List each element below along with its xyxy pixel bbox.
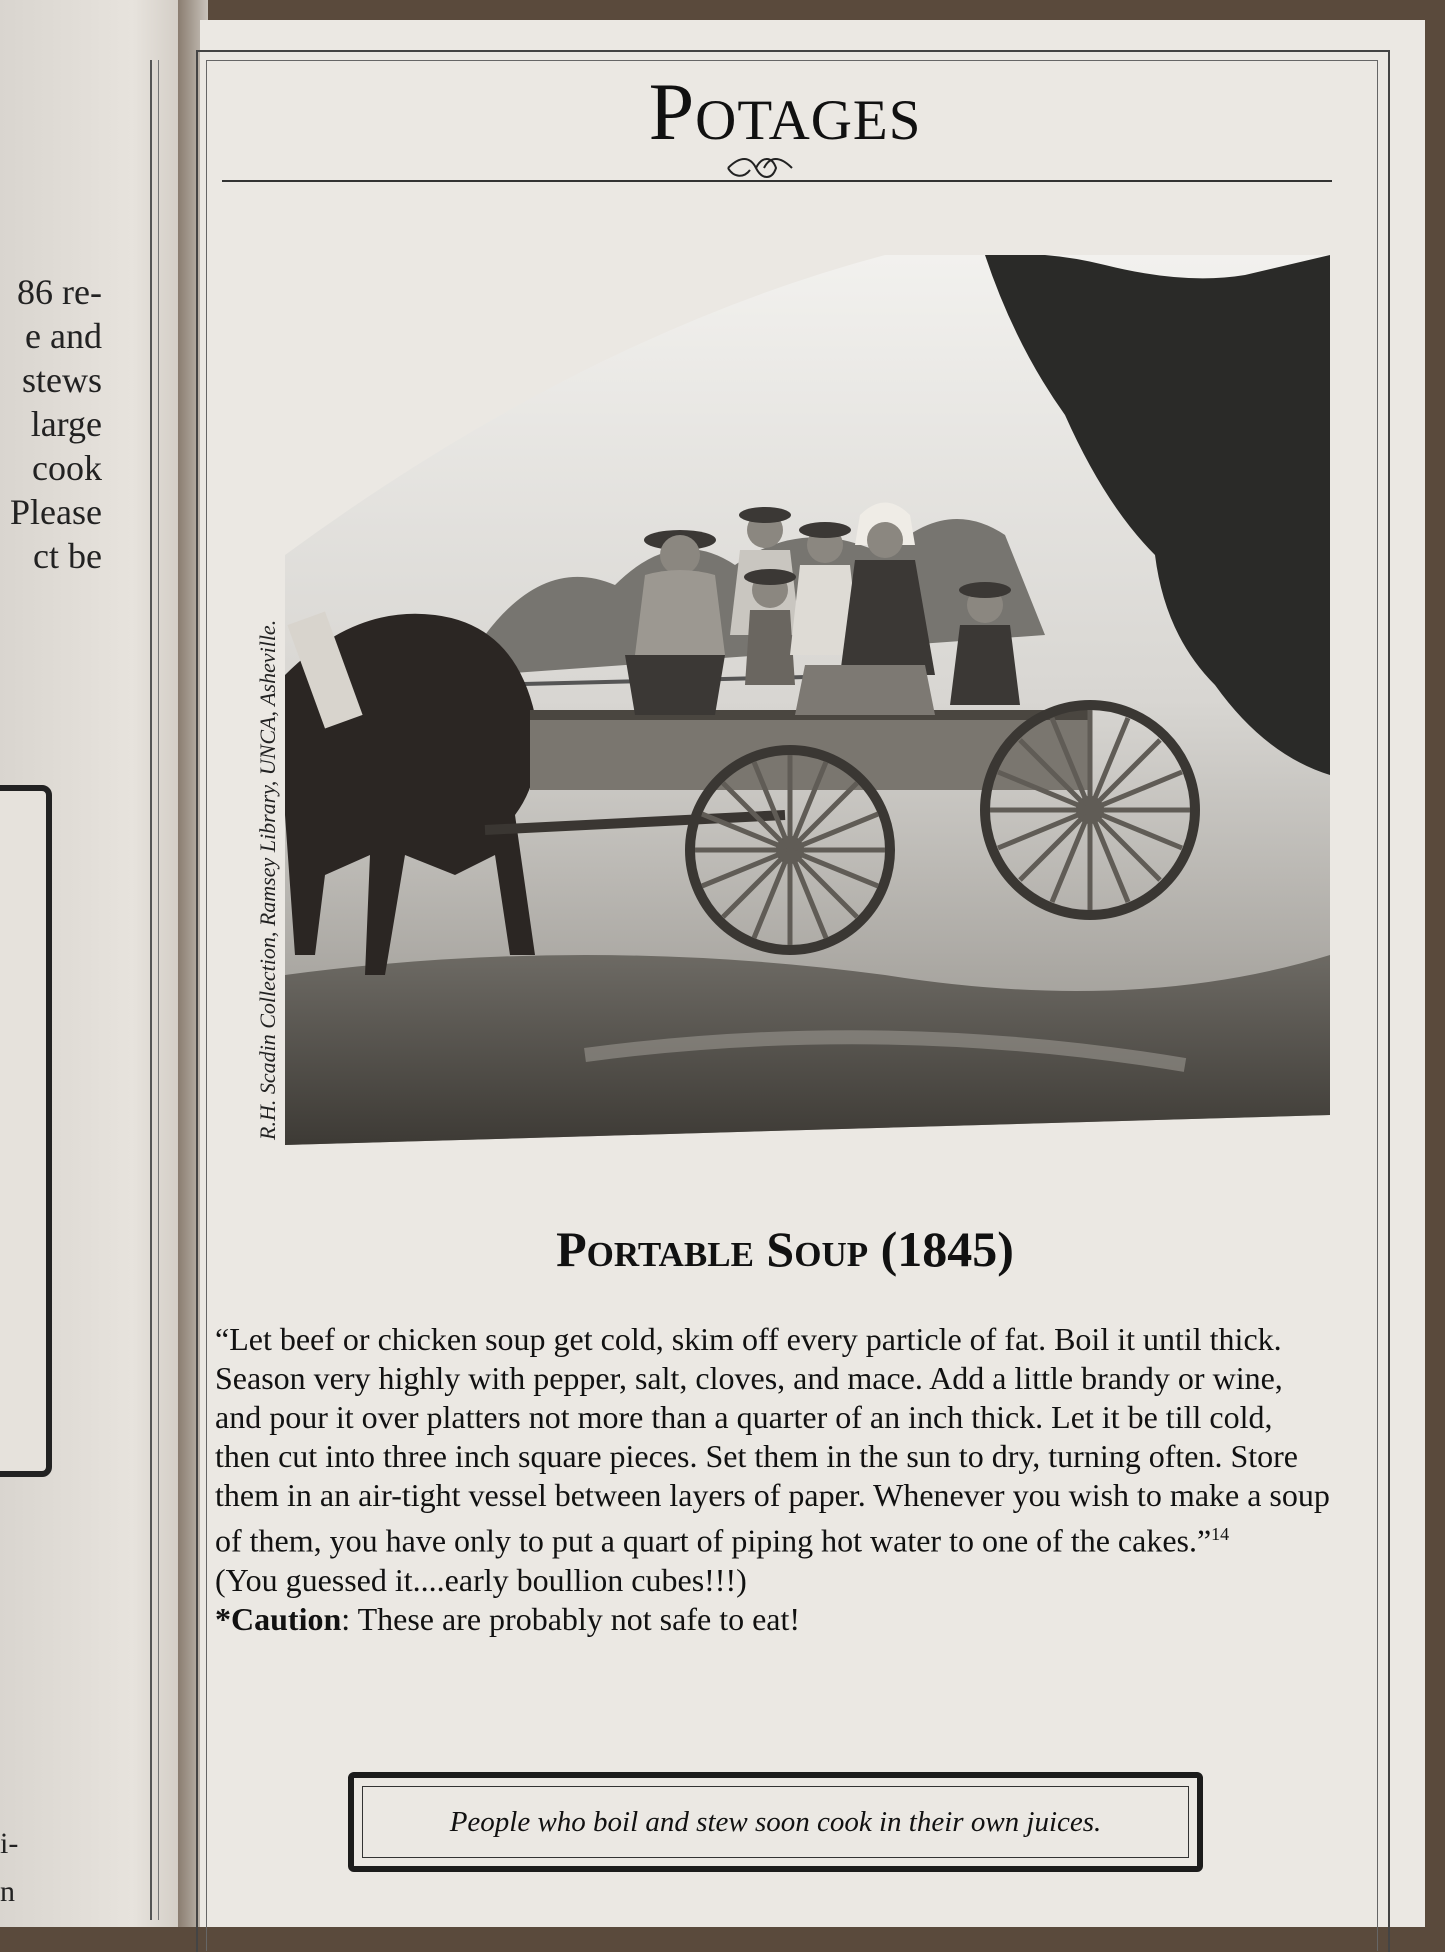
- previous-page-line: cook: [32, 448, 102, 488]
- quote-text: People who boil and stew soon cook in their own juices.: [362, 1786, 1189, 1858]
- previous-page: [0, 0, 190, 1927]
- recipe-text: “Let beef or chicken soup get cold, skim off every particle of fat. Boil it until thick. Season very highly with pepper, salt, cloves, and mace. Add a little brandy or wine, and pour it over platters not more than a quarter of an inch thick. Let it be till cold, then cut into three inch square pieces. Set them in the sun to dry, turning often. Store them in an air-tight vessel between layers of paper. Whenever you wish to make a soup of them, you have only to put a quart of piping hot water to one of the cakes.”: [215, 1321, 1330, 1559]
- recipe-body: [215, 1320, 1335, 1639]
- section-title: Potages: [648, 66, 922, 157]
- quote-box: [348, 1772, 1203, 1872]
- book-page: [200, 20, 1425, 1927]
- previous-page-line: stews: [22, 360, 102, 400]
- previous-page-line: 86 re-: [17, 272, 102, 312]
- previous-page-line: e and: [25, 316, 102, 356]
- recipe-caution: [215, 1600, 1335, 1639]
- previous-page-bottom-text: [0, 1820, 40, 1916]
- previous-page-line: i-: [0, 1827, 19, 1860]
- previous-page-line: ct be: [33, 536, 102, 576]
- caution-text: : These are probably not safe to eat!: [341, 1600, 801, 1637]
- previous-page-line: Please: [10, 492, 102, 532]
- recipe-title: Portable Soup (1845): [556, 1221, 1014, 1277]
- flourish-ornament-icon: [720, 148, 800, 188]
- caution-label: *Caution: [215, 1600, 342, 1637]
- previous-page-border: [150, 60, 152, 1920]
- recipe-aside: (You guessed it....early boullion cubes!!!): [215, 1561, 747, 1598]
- previous-page-sidebar-box: [0, 785, 52, 1477]
- photo-credit: R.H. Scadin Collection, Ramsey Library, UNCA, Asheville.: [255, 619, 280, 1140]
- historic-photo-wagon-family: [285, 255, 1330, 1145]
- previous-page-line: large: [30, 404, 102, 444]
- footnote-ref: 14: [1211, 1524, 1230, 1544]
- recipe-paragraph: [215, 1320, 1335, 1561]
- previous-page-border-inner: [158, 60, 159, 1920]
- previous-page-text: [0, 270, 102, 578]
- previous-page-line: n: [0, 1875, 15, 1908]
